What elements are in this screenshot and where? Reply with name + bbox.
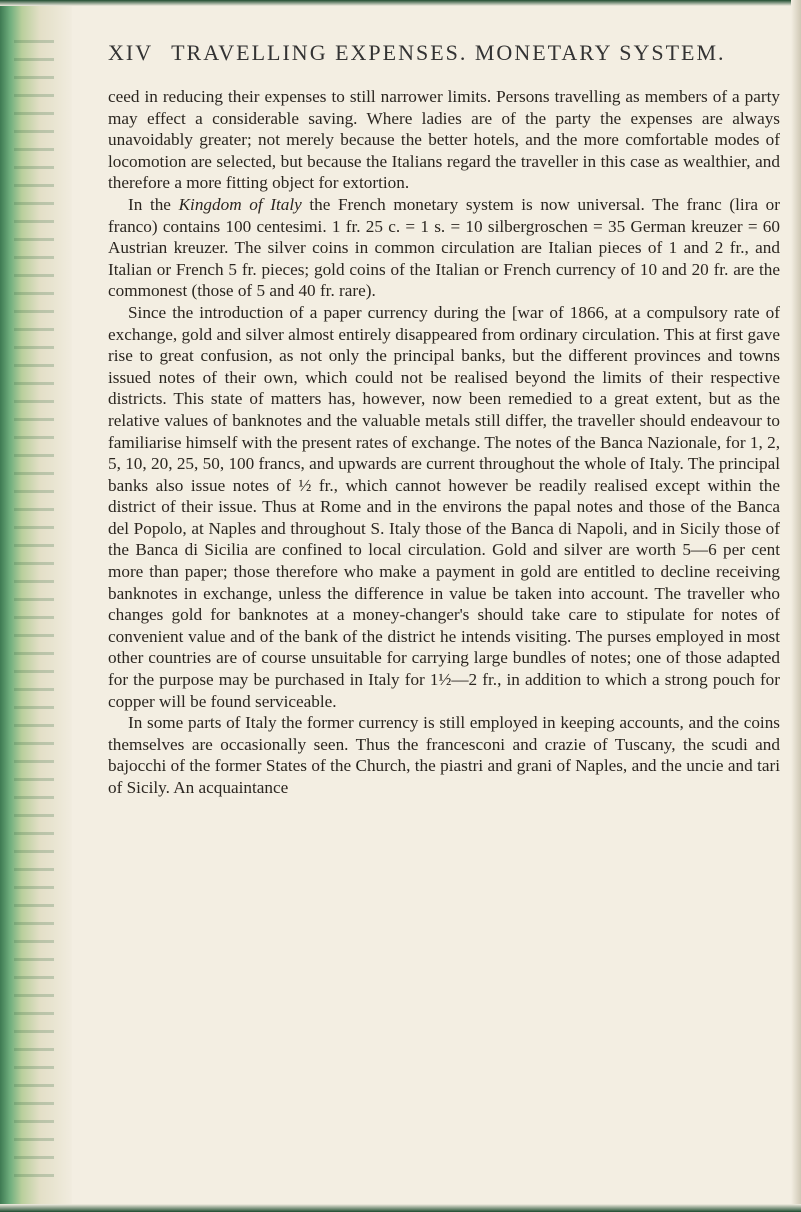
book-page <box>108 40 780 799</box>
paragraph-2-rest: the French monetary system is now universal. The franc (lira or franco) contains 100 centesimi. 1 fr. 25 c. = 1 s. = 10 silbergroschen = 35 German kreuzer = 60 Austrian kreuzer. The silver coins in common circulation are Italian pieces of 1 and 2 fr., and Italian or French 5 fr. pieces; gold coins of the Italian or French currency of 10 and 20 fr. are the commonest (those of 5 and 40 fr. rare). <box>108 194 780 301</box>
kingdom-of-italy-term: Kingdom of Italy <box>178 194 302 214</box>
body-text <box>108 86 780 799</box>
page-number: XIV <box>108 40 154 65</box>
running-header <box>108 40 780 70</box>
page-top-edge <box>0 0 801 6</box>
paragraph-2-start: In the <box>128 194 179 214</box>
paragraph-4: In some parts of Italy the former currency is still employed in keeping accounts, and the coins themselves are occasionally seen. Thus the francesconi and crazie of Tuscany, the scudi and bajocchi of the former States of the Church, the piastri and grani of Naples, and the uncie and tari of Sicily. An acquaintance <box>108 713 780 797</box>
paragraph-3: Since the introduction of a paper currency during the [war of 1866, at a compulsory rate of exchange, gold and silver almost entirely disappeared from ordinary circulation. This at first gave rise to great confusion, as not only the principal banks, but the different provinces and towns issued notes of their own, which could not be realised beyond the limits of their respective districts. This state of matters has, however, now been remedied to a great extent, but as the relative values of banknotes and the valuable metals still differ, the traveller should endeavour to familiarise himself with the present rates of exchange. The notes of the Banca Nazionale, for 1, 2, 5, 10, 20, 25, 50, 100 francs, and upwards are current throughout the whole of Italy. The principal banks also issue notes of ½ fr., which cannot however be readily realised except within the district of their issue. Thus at Rome and in the environs the papal notes and those of the Banca del Popolo, at Naples and throughout S. Italy those of the Banca di Napoli, and in Sicily those of the Banca di Sicilia are confined to local circulation. Gold and silver are worth 5—6 per cent more than paper; those therefore who make a payment in gold are entitled to decline receiving banknotes in exchange, unless the difference in value be taken into account. The traveller who changes gold for banknotes at a money-changer's should take care to stipulate for notes of convenient value and of the bank of the district he intends visiting. The purses employed in most other countries are of course unsuitable for carrying large bundles of notes; one of those adapted for the purpose may be purchased in Italy for 1½—2 fr., in addition to which a strong pouch for copper will be found serviceable. <box>108 302 780 711</box>
book-spine-edge <box>0 0 72 1212</box>
spine-texture <box>14 40 54 1180</box>
page-right-edge <box>791 0 801 1212</box>
paragraph-1: ceed in reducing their expenses to still narrower limits. Persons travelling as members of a party may effect a considerable saving. Where ladies are of the party the expenses are always unavoidably greater; not merely because the better hotels, and the more comfortable modes of locomotion are selected, but because the Italians regard the traveller in this case as wealthier, and therefore a more fitting object for extortion. <box>108 87 780 193</box>
paragraph-2 <box>108 194 780 302</box>
page-bottom-edge <box>0 1204 801 1212</box>
running-title: TRAVELLING EXPENSES. MONETARY SYSTEM. <box>171 40 726 65</box>
